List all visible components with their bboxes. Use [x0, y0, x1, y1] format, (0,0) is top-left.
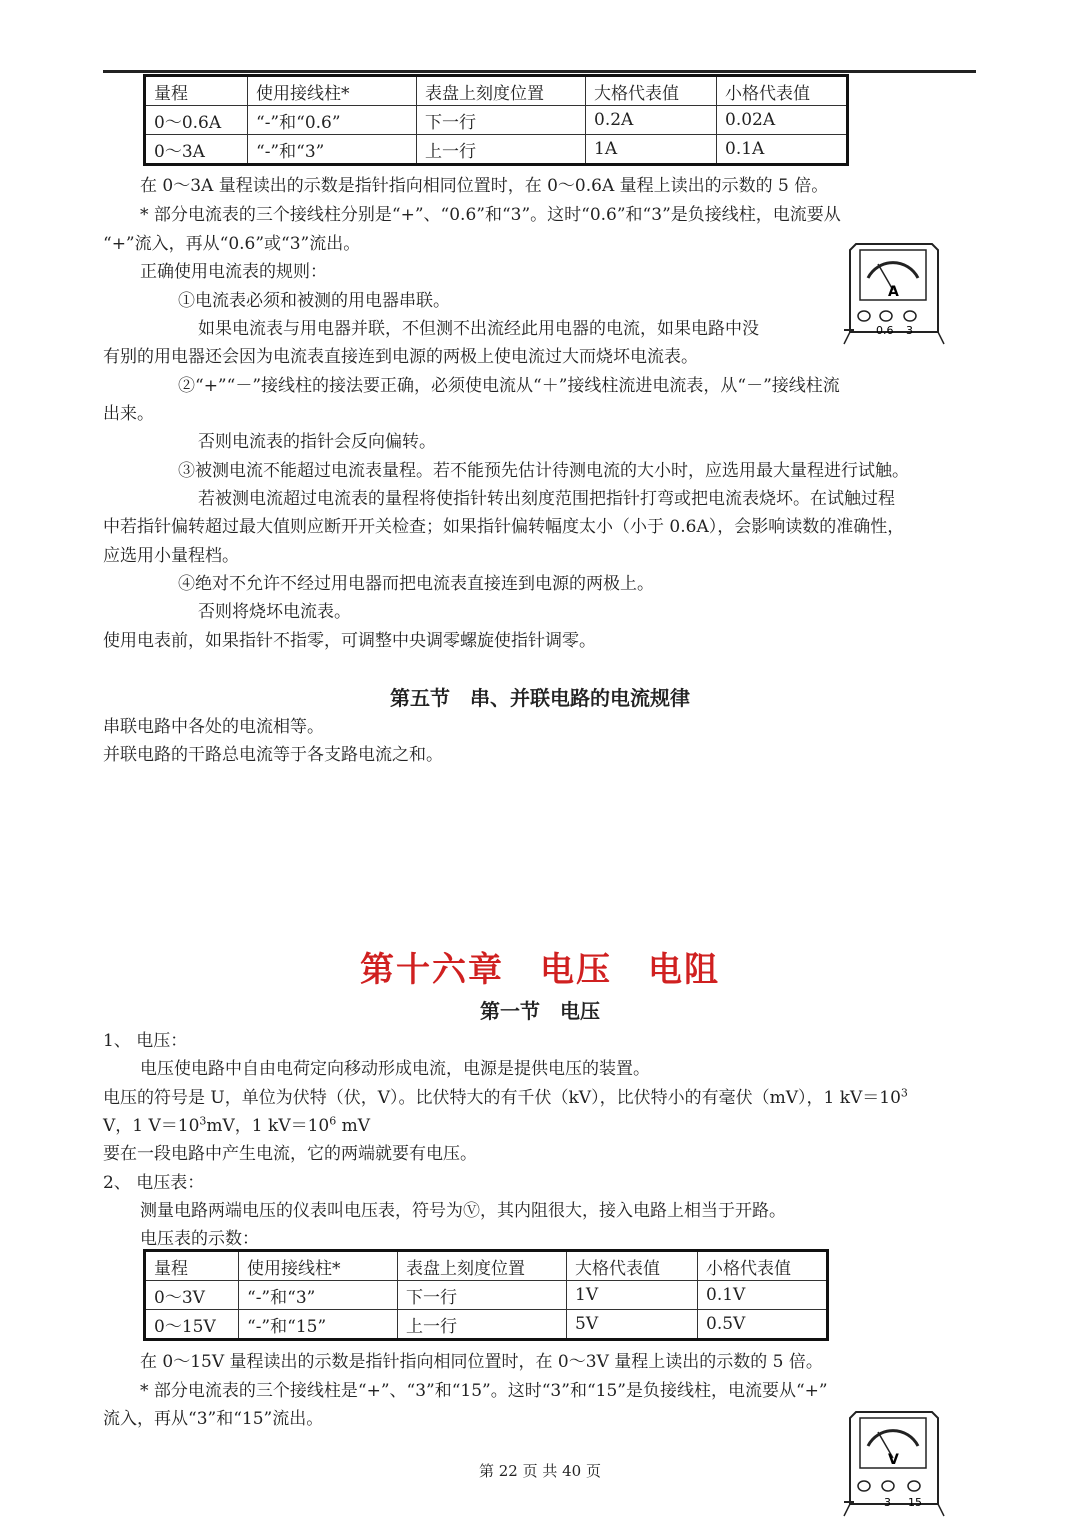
- table-header-row: [145, 1251, 828, 1281]
- table-cell: 1V: [567, 1281, 698, 1310]
- voltage-terminals-note: * 部分电流表的三个接线柱是“+”、“3”和“15”。这时“3”和“15”是负接线柱，电流要从“+”: [140, 1381, 828, 1401]
- rule-1-detail-cont: 有别的用电器还会因为电流表直接连到电源的两极上使电流过大而烧坏电流表。: [103, 347, 698, 367]
- table-header-cell: 量程: [145, 1251, 239, 1281]
- voltmeter-heading: 2、 电压表：: [103, 1173, 205, 1193]
- table-cell: 下一行: [398, 1281, 567, 1310]
- table-cell: 下一行: [417, 106, 586, 135]
- rule-2-detail: 否则电流表的指针会反向偏转。: [198, 432, 436, 452]
- table-cell: 0.02A: [717, 106, 848, 135]
- table-header-cell: 使用接线柱*: [248, 76, 417, 106]
- table-cell: “-”和“0.6”: [248, 106, 417, 135]
- voltmeter-def: 测量电路两端电压的仪表叫电压表，符号为Ⓥ，其内阻很大，接入电路上相当于开路。: [140, 1201, 786, 1221]
- voltmeter-terminal-label: 3: [884, 1496, 891, 1509]
- table-row: [145, 106, 848, 135]
- voltmeter-terminal-label: 15: [908, 1496, 922, 1509]
- table-cell: 0.2A: [586, 106, 717, 135]
- voltage-def: 电压使电路中自由电荷定向移动形成电流，电源是提供电压的装置。: [140, 1059, 650, 1079]
- rule-3-detail-cont: 中若指针偏转超过最大值则应断开开关检查；如果指针偏转幅度太小（小于 0.6A），会影响读数的准确性，: [103, 517, 905, 537]
- table-cell: 0.5V: [698, 1310, 828, 1340]
- rule-3-detail: 若被测电流超过电流表的量程将使指针转出刻度范围把指针打弯或把电流表烧坏。在试触过程: [198, 489, 895, 509]
- rule-2: ②“+”“－”接线柱的接法要正确，必须使电流从“＋”接线柱流进电流表，从“－”接线柱流: [178, 376, 840, 396]
- current-range-table: [143, 74, 849, 166]
- exponent: 3: [900, 1086, 908, 1100]
- voltage-conversions: [103, 1111, 370, 1136]
- table-row: [145, 1281, 828, 1310]
- table-cell: 0～3A: [145, 135, 248, 165]
- table-cell: “-”和“15”: [239, 1310, 398, 1340]
- voltage-units: [103, 1083, 908, 1108]
- conv-text: mV，1 kV＝10: [206, 1116, 330, 1136]
- table-row: [145, 135, 848, 165]
- voltage-range-table: [143, 1249, 829, 1341]
- table-cell: 0～3V: [145, 1281, 239, 1310]
- zero-adjust-note: 使用电表前，如果指针不指零，可调整中央调零螺旋使指针调零。: [103, 631, 596, 651]
- voltage-terminals-note-cont: 流入，再从“3”和“15”流出。: [103, 1409, 324, 1429]
- rule-1: ①电流表必须和被测的用电器串联。: [178, 291, 450, 311]
- table-cell: 0～0.6A: [145, 106, 248, 135]
- current-terminals-note-cont: “+”流入，再从“0.6”或“3”流出。: [103, 234, 361, 254]
- parallel-rule: 并联电路的干路总电流等于各支路电流之和。: [103, 745, 443, 765]
- table-row: [145, 1310, 828, 1340]
- ammeter-symbol: A: [888, 284, 899, 300]
- voltmeter-reading-label: 电压表的示数：: [140, 1229, 259, 1249]
- table-cell: 上一行: [398, 1310, 567, 1340]
- table-cell: 1A: [586, 135, 717, 165]
- exponent: 3: [199, 1114, 207, 1128]
- page-footer: 第 22 页 共 40 页: [478, 1462, 601, 1480]
- rule-4: ④绝对不允许不经过用电器而把电流表直接连到电源的两极上。: [178, 574, 654, 594]
- rule-1-detail: 如果电流表与用电器并联，不但测不出流经此用电器的电流，如果电路中没: [198, 319, 759, 339]
- voltage-requirement: 要在一段电路中产生电流，它的两端就要有电压。: [103, 1144, 477, 1164]
- section-5-title: 第五节 串、并联电路的电流规律: [390, 686, 690, 710]
- table-cell: 0.1A: [717, 135, 848, 165]
- table-cell: “-”和“3”: [239, 1281, 398, 1310]
- table-header-cell: 小格代表值: [717, 76, 848, 106]
- rule-4-detail: 否则将烧坏电流表。: [198, 602, 351, 622]
- series-rule: 串联电路中各处的电流相等。: [103, 717, 324, 737]
- voltmeter-symbol: V: [888, 1452, 899, 1468]
- table-cell: 上一行: [417, 135, 586, 165]
- current-ratio-note: 在 0～3A 量程读出的示数是指针指向相同位置时，在 0～0.6A 量程上读出的示数的 5 倍。: [140, 176, 829, 196]
- ammeter-terminal-label: 0.6: [876, 324, 894, 337]
- voltage-heading: 1、 电压：: [103, 1031, 188, 1051]
- voltage-ratio-note: 在 0～15V 量程读出的示数是指针指向相同位置时，在 0～3V 量程上读出的示数的 5 倍。: [140, 1352, 823, 1372]
- voltage-units-text: 电压的符号是 U，单位为伏特（伏，V）。比伏特大的有千伏（kV），比伏特小的有毫伏（mV），1 kV＝10: [103, 1088, 901, 1108]
- table-cell: 0～15V: [145, 1310, 239, 1340]
- table-cell: “-”和“3”: [248, 135, 417, 165]
- current-terminals-note: * 部分电流表的三个接线柱分别是“+”、“0.6”和“3”。这时“0.6”和“3”是负接线柱，电流要从: [140, 205, 841, 225]
- exponent: 6: [329, 1114, 337, 1128]
- conv-text: mV: [336, 1116, 371, 1136]
- rules-title: 正确使用电流表的规则：: [140, 262, 327, 282]
- rule-3-detail-end: 应选用小量程档。: [103, 546, 239, 566]
- table-header-cell: 表盘上刻度位置: [417, 76, 586, 106]
- table-header-cell: 表盘上刻度位置: [398, 1251, 567, 1281]
- conv-text: V，1 V＝10: [103, 1116, 200, 1136]
- top-rule: [103, 70, 976, 73]
- table-header-cell: 大格代表值: [567, 1251, 698, 1281]
- rule-2-cont: 出来。: [103, 404, 154, 424]
- table-header-cell: 使用接线柱*: [239, 1251, 398, 1281]
- table-header-cell: 量程: [145, 76, 248, 106]
- table-cell: 0.1V: [698, 1281, 828, 1310]
- ammeter-terminal-label: 3: [906, 324, 913, 337]
- table-cell: 5V: [567, 1310, 698, 1340]
- table-header-cell: 大格代表值: [586, 76, 717, 106]
- table-header-row: [145, 76, 848, 106]
- rule-3: ③被测电流不能超过电流表量程。若不能预先估计待测电流的大小时，应选用最大量程进行试触。: [178, 461, 909, 481]
- chapter-title: 第十六章 电压 电阻: [360, 950, 720, 990]
- ammeter-figure: [842, 240, 946, 348]
- section-1-title: 第一节 电压: [480, 999, 600, 1023]
- table-header-cell: 小格代表值: [698, 1251, 828, 1281]
